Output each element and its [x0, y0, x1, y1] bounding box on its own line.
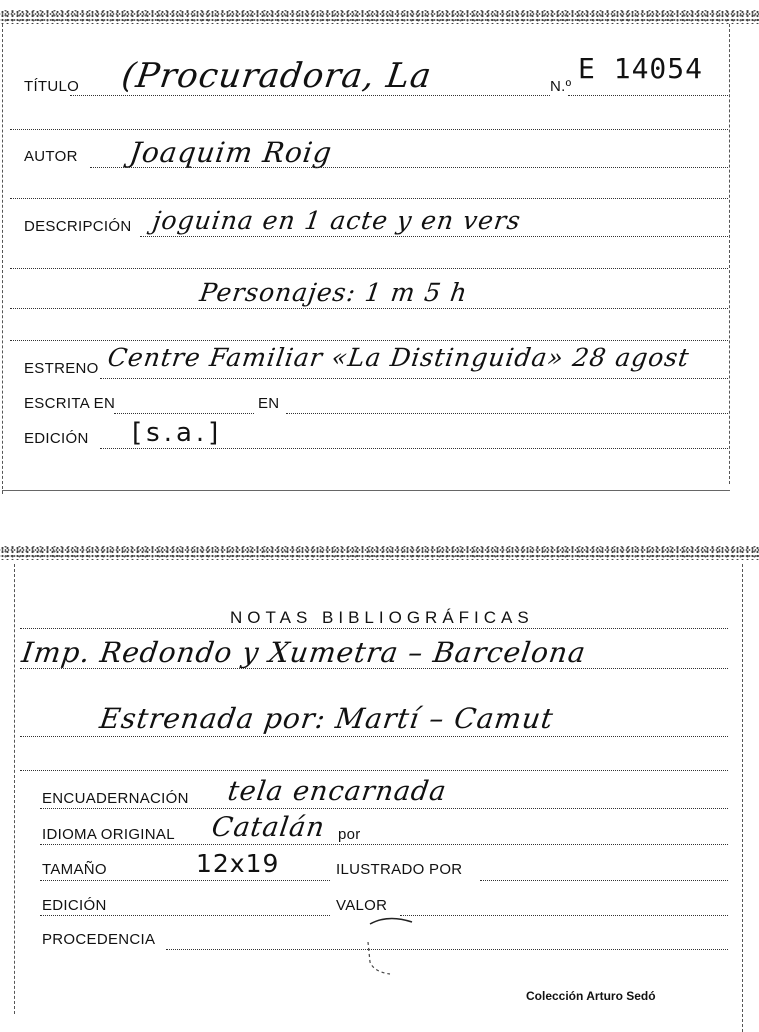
catalog-card-back	[0, 540, 759, 1028]
blank-rule	[10, 129, 728, 130]
idioma-rule	[40, 844, 728, 845]
estreno-rule	[100, 378, 728, 379]
titulo-value: (Procuradora, La	[119, 56, 435, 96]
descripcion-rule	[140, 236, 728, 237]
edicion-rule	[40, 915, 330, 916]
estreno-label: ESTRENO	[24, 360, 99, 377]
encuadernacion-label: ENCUADERNACIÓN	[42, 790, 189, 807]
procedencia-label: PROCEDENCIA	[42, 931, 156, 948]
titulo-rule	[70, 95, 550, 96]
edicion-value: [s.a.]	[132, 418, 223, 448]
titulo-label: TÍTULO	[24, 78, 80, 95]
ilustrado-label: ILUSTRADO POR	[336, 861, 463, 878]
collection-credit: Colección Arturo Sedó	[526, 989, 656, 1003]
procedencia-rule	[166, 949, 728, 950]
descripcion-label: DESCRIPCIÓN	[24, 218, 132, 235]
card-right-border	[742, 564, 743, 1032]
ilustrado-rule	[480, 880, 728, 881]
pencil-stroke-mark	[360, 912, 420, 982]
nota-line-2: Estrenada por: Martí – Camut	[97, 702, 556, 735]
notas-heading: NOTAS BIBLIOGRÁFICAS	[230, 608, 534, 627]
valor-rule	[400, 915, 728, 916]
numero-rule	[568, 95, 728, 96]
numero-value: E 14054	[578, 52, 704, 85]
encuadernacion-rule	[40, 808, 728, 809]
heading-rule	[20, 628, 728, 629]
autor-label: AUTOR	[24, 148, 78, 165]
personajes-value: Personajes: 1 m 5 h	[197, 278, 470, 307]
escrita-en-label: ESCRITA EN	[24, 395, 116, 412]
tamano-value: 12x19	[196, 849, 280, 878]
valor-label: VALOR	[336, 897, 388, 914]
card-left-border	[14, 564, 15, 1014]
card-top-edge	[0, 10, 759, 24]
autor-rule	[90, 167, 728, 168]
en-label: EN	[258, 395, 280, 412]
edicion-label: EDICIÓN	[42, 897, 107, 914]
en-rule	[286, 413, 728, 414]
descripcion-value: joguina en 1 acte y en vers	[150, 206, 523, 235]
card-right-border	[729, 24, 730, 484]
nota-rule	[20, 668, 728, 669]
escrita-en-rule	[114, 413, 254, 414]
card-top-edge	[0, 546, 759, 560]
por-label: por	[338, 826, 361, 843]
edicion-label: EDICIÓN	[24, 430, 89, 447]
blank-rule	[20, 770, 728, 771]
estreno-value: Centre Familiar «La Distinguida» 28 agost	[105, 343, 692, 372]
blank-rule	[10, 198, 728, 199]
card-bottom-edge	[2, 490, 730, 491]
personajes-rule	[10, 308, 728, 309]
tamano-label: TAMAÑO	[42, 861, 107, 878]
tamano-rule	[40, 880, 330, 881]
nota-rule	[20, 736, 728, 737]
numero-label: N.º	[550, 78, 572, 95]
encuadernacion-value: tela encarnada	[225, 776, 449, 807]
autor-value: Joaquim Roig	[127, 136, 335, 169]
card-left-border	[2, 24, 3, 494]
catalog-card-front	[0, 0, 759, 500]
blank-rule	[10, 340, 728, 341]
idioma-value: Catalán	[209, 812, 328, 843]
nota-line-1: Imp. Redondo y Xumetra – Barcelona	[19, 636, 589, 669]
blank-rule	[10, 268, 728, 269]
edicion-rule	[100, 448, 728, 449]
idioma-label: IDIOMA ORIGINAL	[42, 826, 175, 843]
